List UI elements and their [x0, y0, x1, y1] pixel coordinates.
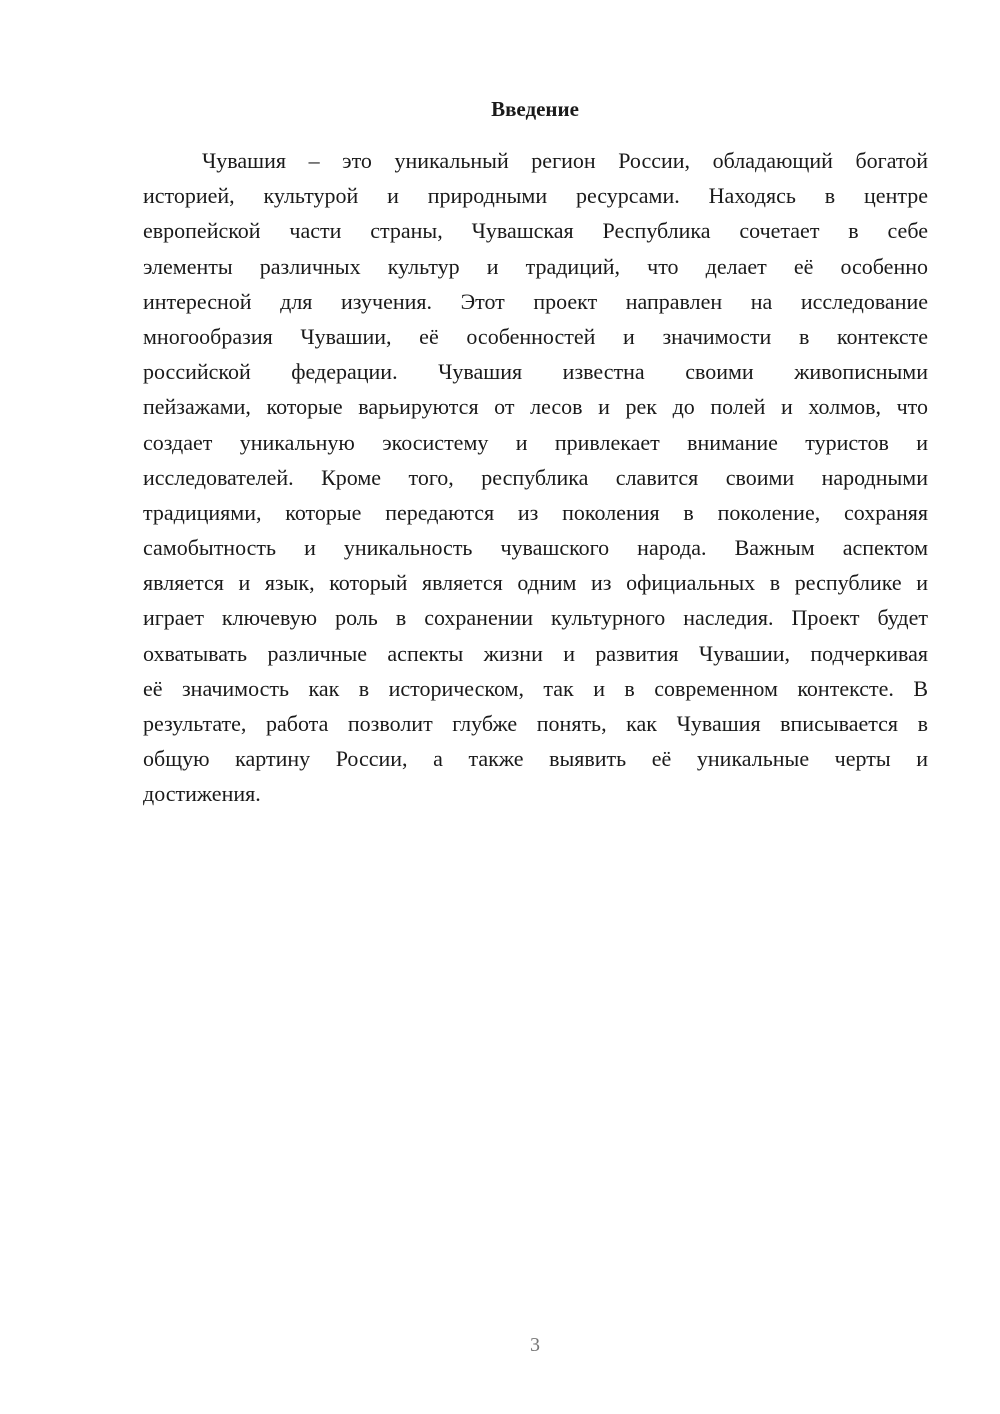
paragraph-line: традициями, которые передаются из поколения в поколение, сохраняя	[143, 499, 928, 525]
paragraph-line: результате, работа позволит глубже понять, как Чувашия вписывается в	[143, 711, 928, 736]
paragraph-line: достижения.	[143, 781, 261, 807]
paragraph-line: российской федерации. Чувашия известна своими живописными	[143, 359, 928, 385]
paragraph-line: создает уникальную экосистему и привлекает внимание туристов и	[143, 429, 928, 455]
intro-paragraph	[143, 143, 928, 812]
section-title: Введение	[491, 97, 579, 121]
paragraph-line: европейской части страны, Чувашская Республика сочетает в себе	[143, 218, 928, 244]
paragraph-line: пейзажами, которые варьируются от лесов и рек до полей и холмов, что	[143, 394, 928, 420]
paragraph-line: её значимость как в историческом, так и в современном контексте. В	[143, 675, 928, 701]
paragraph-line: исследователей. Кроме того, республика славится своими народными	[143, 464, 928, 490]
paragraph-line: элементы различных культур и традиций, что делает её особенно	[143, 253, 928, 279]
paragraph-line: общую картину России, а также выявить её уникальные черты и	[143, 746, 928, 772]
paragraph-line: является и язык, который является одним из официальных в республике и	[143, 570, 928, 596]
page-number: 3	[530, 1334, 540, 1356]
paragraph-line: Чувашия – это уникальный регион России, обладающий богатой	[202, 148, 928, 173]
paragraph-line: многообразия Чувашии, её особенностей и значимости в контексте	[143, 323, 928, 349]
paragraph-line: охватывать различные аспекты жизни и развития Чувашии, подчеркивая	[143, 640, 928, 666]
paragraph-line: самобытность и уникальность чувашского народа. Важным аспектом	[143, 535, 928, 561]
paragraph-line: историей, культурой и природными ресурсами. Находясь в центре	[143, 183, 928, 209]
paragraph-line: играет ключевую роль в сохранении культурного наследия. Проект будет	[143, 605, 928, 631]
paragraph-line: интересной для изучения. Этот проект направлен на исследование	[143, 288, 928, 314]
